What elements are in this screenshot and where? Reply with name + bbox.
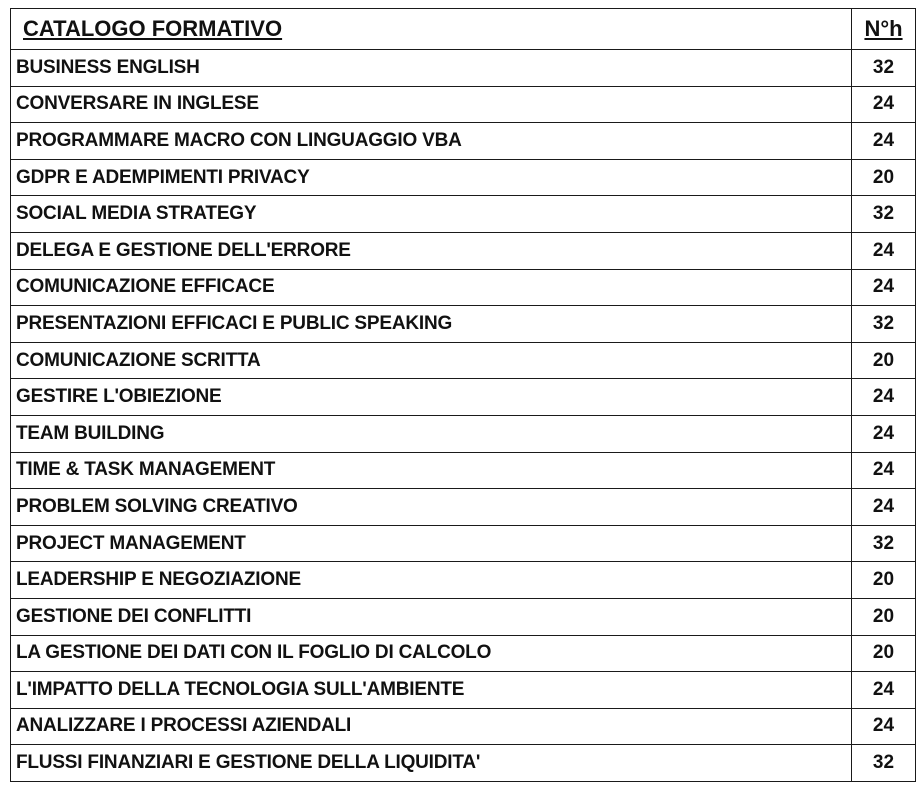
course-name: PROGRAMMARE MACRO CON LINGUAGGIO VBA xyxy=(11,123,852,160)
table-row xyxy=(11,269,916,306)
table-row xyxy=(11,489,916,526)
course-name: BUSINESS ENGLISH xyxy=(11,50,852,87)
table-row xyxy=(11,415,916,452)
course-hours: 24 xyxy=(852,708,916,745)
table-row xyxy=(11,745,916,782)
header-row xyxy=(11,9,916,50)
course-name: LA GESTIONE DEI DATI CON IL FOGLIO DI CALCOLO xyxy=(11,635,852,672)
course-catalog-table xyxy=(10,8,916,782)
course-hours: 32 xyxy=(852,50,916,87)
course-name: LEADERSHIP E NEGOZIAZIONE xyxy=(11,562,852,599)
course-name: COMUNICAZIONE SCRITTA xyxy=(11,342,852,379)
course-hours: 24 xyxy=(852,672,916,709)
course-name: SOCIAL MEDIA STRATEGY xyxy=(11,196,852,233)
course-hours: 24 xyxy=(852,86,916,123)
table-row xyxy=(11,635,916,672)
catalog-title: CATALOGO FORMATIVO xyxy=(11,9,852,50)
course-hours: 24 xyxy=(852,452,916,489)
course-hours: 24 xyxy=(852,269,916,306)
table-row xyxy=(11,306,916,343)
course-name: TIME & TASK MANAGEMENT xyxy=(11,452,852,489)
course-hours: 32 xyxy=(852,525,916,562)
course-name: PROJECT MANAGEMENT xyxy=(11,525,852,562)
course-hours: 24 xyxy=(852,123,916,160)
course-hours: 32 xyxy=(852,196,916,233)
table-row xyxy=(11,86,916,123)
table-row xyxy=(11,672,916,709)
course-hours: 24 xyxy=(852,489,916,526)
course-name: ANALIZZARE I PROCESSI AZIENDALI xyxy=(11,708,852,745)
table-row xyxy=(11,379,916,416)
table-row xyxy=(11,708,916,745)
course-name: PROBLEM SOLVING CREATIVO xyxy=(11,489,852,526)
table-row xyxy=(11,123,916,160)
table-row xyxy=(11,159,916,196)
course-name: GDPR E ADEMPIMENTI PRIVACY xyxy=(11,159,852,196)
course-hours: 20 xyxy=(852,342,916,379)
course-hours: 24 xyxy=(852,232,916,269)
table-row xyxy=(11,232,916,269)
course-name: DELEGA E GESTIONE DELL'ERRORE xyxy=(11,232,852,269)
table-header xyxy=(11,9,916,50)
course-name: CONVERSARE IN INGLESE xyxy=(11,86,852,123)
table-body xyxy=(11,50,916,782)
course-name: GESTIONE DEI CONFLITTI xyxy=(11,598,852,635)
course-hours: 32 xyxy=(852,306,916,343)
course-name: GESTIRE L'OBIEZIONE xyxy=(11,379,852,416)
course-name: PRESENTAZIONI EFFICACI E PUBLIC SPEAKING xyxy=(11,306,852,343)
table-row xyxy=(11,452,916,489)
course-hours: 32 xyxy=(852,745,916,782)
table-row xyxy=(11,342,916,379)
course-hours: 20 xyxy=(852,635,916,672)
table-row xyxy=(11,598,916,635)
hours-column-header: N°h xyxy=(852,9,916,50)
course-hours: 20 xyxy=(852,562,916,599)
course-hours: 24 xyxy=(852,379,916,416)
course-name: COMUNICAZIONE EFFICACE xyxy=(11,269,852,306)
course-name: L'IMPATTO DELLA TECNOLOGIA SULL'AMBIENTE xyxy=(11,672,852,709)
table-row xyxy=(11,196,916,233)
course-name: FLUSSI FINANZIARI E GESTIONE DELLA LIQUIDITA' xyxy=(11,745,852,782)
course-hours: 24 xyxy=(852,415,916,452)
course-hours: 20 xyxy=(852,159,916,196)
table-row xyxy=(11,50,916,87)
course-name: TEAM BUILDING xyxy=(11,415,852,452)
course-hours: 20 xyxy=(852,598,916,635)
table-row xyxy=(11,525,916,562)
table-row xyxy=(11,562,916,599)
